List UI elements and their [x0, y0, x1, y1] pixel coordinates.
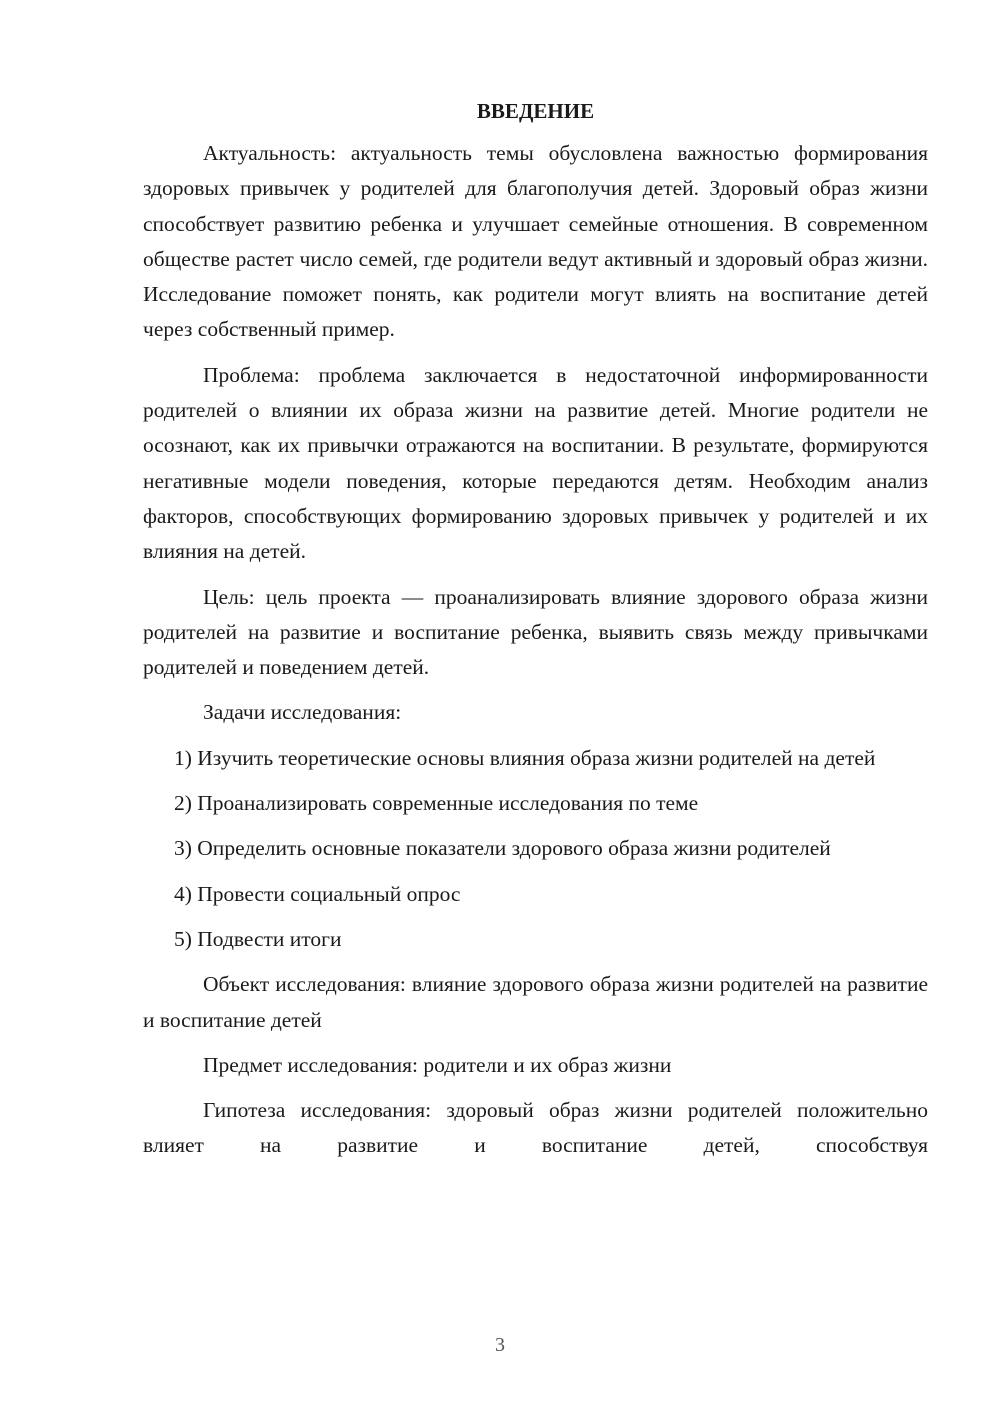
tasks-title: Задачи исследования: [203, 700, 402, 725]
task-item: 3) Определить основные показатели здорового образа жизни родителей [174, 836, 831, 861]
problem-paragraph: Проблема: проблема заключается в недостаточной информированности родителей о влиянии их образа жизни на развитие детей. Многие родители не осознают, как их привычки отражаются на воспитании. В результате, формируются негативные модели поведения, которые передаются детям. Необходим анализ факторов, способствующих формированию здоровых привычек у родителей и их влияния на детей. [143, 362, 928, 564]
section-heading: ВВЕДЕНИЕ [476, 99, 595, 123]
goal-paragraph: Цель: цель проекта — проанализировать влияние здорового образа жизни родителей на развитие и воспитание ребенка, выявить связь между привычками родителей и поведением детей. [143, 584, 928, 680]
page-number: 3 [495, 1334, 505, 1356]
task-item: 5) Подвести итоги [174, 926, 342, 951]
document-page [143, 96, 928, 1174]
relevance-paragraph: Актуальность: актуальность темы обусловлена важностью формирования здоровых привычек у родителей для благополучия детей. Здоровый образ жизни способствует развитию ребенка и улучшает семейные отношения. В современном обществе растет число семей, где родители ведут активный и здоровый образ жизни. Исследование поможет понять, как родители могут влиять на воспитание детей через собственный пример. [143, 141, 928, 342]
subject-paragraph: Предмет исследования: родители и их образ жизни [203, 1052, 672, 1077]
object-paragraph: Объект исследования: влияние здорового образа жизни родителей на развитие и воспитание детей [143, 972, 928, 1032]
task-item: 2) Проанализировать современные исследования по теме [174, 791, 699, 816]
task-item: 4) Провести социальный опрос [174, 881, 461, 906]
task-item: 1) Изучить теоретические основы влияния образа жизни родителей на детей [174, 745, 876, 770]
hypothesis-paragraph: Гипотеза исследования: здоровый образ жизни родителей положительно влияет на развитие и воспитание детей, способствуя [143, 1098, 928, 1158]
